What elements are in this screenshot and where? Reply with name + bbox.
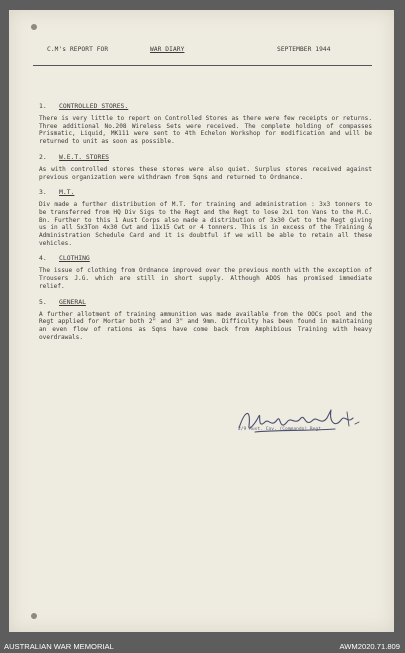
section-heading	[39, 153, 372, 162]
unit-stamp: 2/9 Aust. Cav. (Commando) Regt.	[238, 427, 324, 432]
section-wet-stores	[39, 153, 372, 181]
report-month: SEPTEMBER 1944	[277, 46, 331, 53]
punch-hole	[31, 24, 37, 30]
war-diary-label: WAR DIARY	[150, 46, 185, 53]
header-divider	[33, 65, 372, 66]
section-mt	[39, 188, 372, 247]
punch-hole	[31, 613, 37, 619]
section-general	[39, 298, 372, 342]
section-text: Div made a further distribution of M.T. for training and administration : 3x3 tonners to be transferred from HQ Div Sigs to the Regt and the Regt to lose 2x1 ton Vans to the M.C. Bn. Further to this 1 Aust Corps also made a distribution of 3x30 Cwt to the Regt giving us in all 5x3Ton 4x30 Cwt and 11x15 Cwt or 4 tonners. This is in excess of the Training & Administration Schedule Card and it is doubtful if we will be able to retain all these vehicles.	[39, 201, 372, 247]
section-controlled-stores	[39, 102, 372, 146]
document-page	[9, 10, 394, 632]
section-number: 1.	[39, 102, 47, 110]
section-text: The issue of clothing from Ordnance improved over the previous month with the exception of Trousers J.G. which are still in short supply. Although ADOS has promised immediate relief.	[39, 267, 372, 290]
section-number: 2.	[39, 152, 47, 161]
accession-number: AWM2020.71.809	[339, 642, 400, 651]
section-text: As with controlled stores these stores were also quiet. Surplus stores received against previous organization were withdrawn from Sqns and returned to Ordnance.	[39, 165, 372, 181]
section-title: W.E.T. STORES	[59, 152, 110, 161]
section-title: GENERAL	[59, 297, 86, 306]
section-clothing	[39, 254, 372, 290]
report-for-label: C.M's REPORT FOR	[47, 46, 109, 53]
section-heading	[39, 254, 372, 263]
section-number: 3.	[39, 188, 47, 197]
report-body	[39, 102, 372, 348]
section-number: 5.	[39, 297, 47, 306]
section-heading	[39, 298, 372, 307]
section-text: A further allotment of training ammunition was made available from the OOCs pool and the Regt applied for Mortar both 2" and 3" and 9mm. Difficulty has been found in maintaining an even flow of rations as Sqns have come back from Amphibious Training with heavy overdrawals.	[39, 310, 372, 341]
section-title: CLOTHING	[59, 254, 90, 263]
section-text: There is very little to report on Controlled Stores as there were few receipts or returns. Three additional No.208 Wireless Sets were received. The complete holding of compasses Prismatic, Liquid, MK111 were sent to 4th Echelon Workshop for modification and will be returned to unit as soon as possible.	[39, 115, 372, 146]
section-heading	[39, 102, 372, 111]
section-number: 4.	[39, 254, 47, 263]
section-title: CONTROLLED STORES.	[59, 102, 129, 110]
archive-footer	[0, 642, 405, 653]
institution-name: AUSTRALIAN WAR MEMORIAL	[4, 642, 114, 651]
section-title: M.T.	[59, 188, 75, 197]
section-heading	[39, 188, 372, 197]
handwritten-signature	[235, 402, 375, 442]
